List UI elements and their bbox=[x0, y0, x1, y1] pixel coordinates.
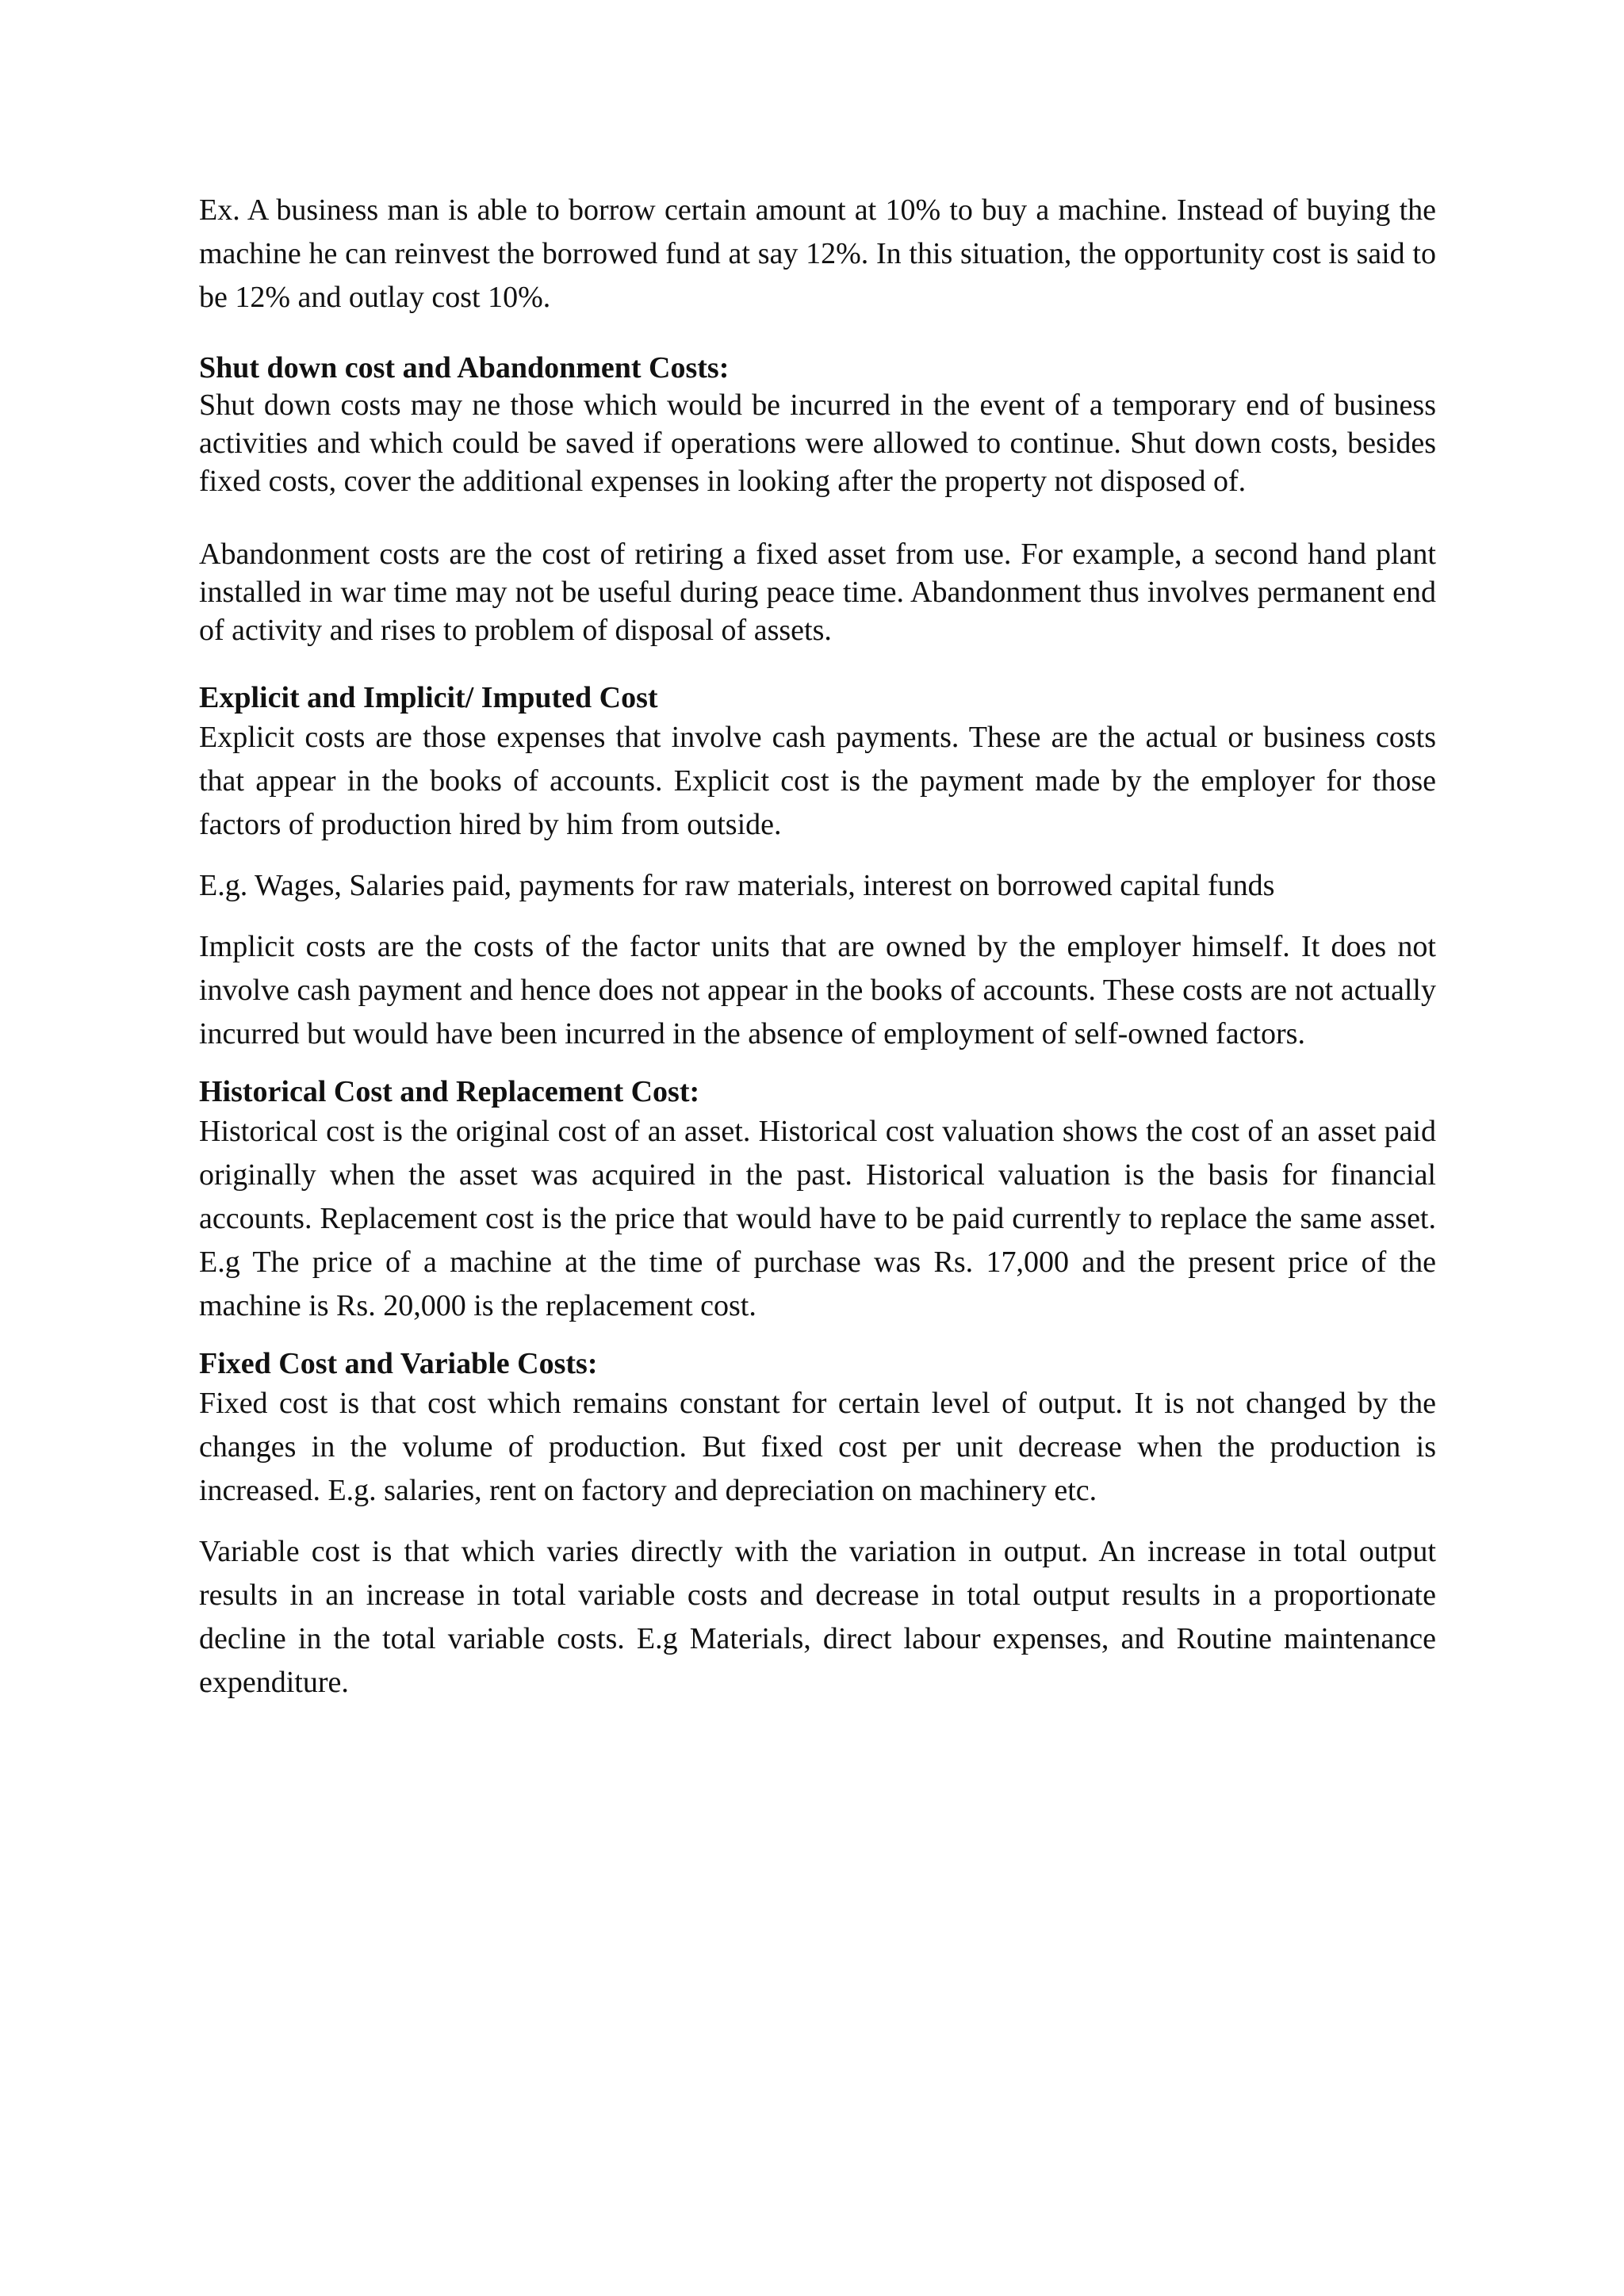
explicit-paragraph: Explicit costs are those expenses that involve cash payments. These are the actual or business costs that appear in the books of accounts. Explicit cost is the payment made by the employer for those factors of production hired by him from outside. bbox=[199, 721, 1436, 841]
explicit-example-paragraph: E.g. Wages, Salaries paid, payments for raw materials, interest on borrowed capital funds bbox=[199, 869, 1275, 902]
intro-example-paragraph: Ex. A business man is able to borrow certain amount at 10% to buy a machine. Instead of buying the machine he can reinvest the borrowed fund at say 12%. In this situation, the opportunity cost is said to be 12% and outlay cost 10%. bbox=[199, 193, 1436, 314]
abandonment-paragraph: Abandonment costs are the cost of retiring a fixed asset from use. For example, a second hand plant installed in war time may not be useful during peace time. Abandonment thus involves permanent end of activity and rises to problem of disposal of assets. bbox=[199, 538, 1436, 647]
section-heading-historical: Historical Cost and Replacement Cost: bbox=[199, 1075, 700, 1108]
section-heading-shutdown: Shut down cost and Abandonment Costs: bbox=[199, 351, 730, 385]
shutdown-paragraph: Shut down costs may ne those which would be incurred in the event of a temporary end of business activities and which could be saved if operations were allowed to continue. Shut down costs, besides fixed costs, cover the additional expenses in looking after the property not disposed of. bbox=[199, 388, 1436, 498]
section-heading-fixed: Fixed Cost and Variable Costs: bbox=[199, 1347, 598, 1380]
section-heading-explicit: Explicit and Implicit/ Imputed Cost bbox=[199, 681, 658, 714]
section-shutdown-abandonment bbox=[199, 350, 1436, 649]
section-historical-replacement bbox=[199, 1073, 1436, 1328]
historical-paragraph: Historical cost is the original cost of an asset. Historical cost valuation shows the cost of an asset paid originally when the asset was acquired in the past. Historical valuation is the basis for financial accounts. Replacement cost is the price that would have to be paid currently to replace the same asset. E.g The price of a machine at the time of purchase was Rs. 17,000 and the present price of the machine is Rs. 20,000 is the replacement cost. bbox=[199, 1115, 1436, 1322]
fixed-paragraph: Fixed cost is that cost which remains constant for certain level of output. It is not changed by the changes in the volume of production. But fixed cost per unit decrease when the production is increased. E.g. salaries, rent on factory and depreciation on machinery etc. bbox=[199, 1387, 1436, 1507]
implicit-paragraph: Implicit costs are the costs of the factor units that are owned by the employer himself. It does not involve cash payment and hence does not appear in the books of accounts. These costs are not actually incurred but would have been incurred in the absence of employment of self-owned factors. bbox=[199, 930, 1436, 1050]
section-explicit-implicit bbox=[199, 679, 1436, 1056]
variable-paragraph: Variable cost is that which varies directly with the variation in output. An increase in total output results in an increase in total variable costs and decrease in total output results in a proportionate decline in the total variable costs. E.g Materials, direct labour expenses, and Routine maintenance expenditure. bbox=[199, 1535, 1436, 1699]
section-fixed-variable bbox=[199, 1345, 1436, 1705]
document-page bbox=[199, 189, 1436, 1705]
